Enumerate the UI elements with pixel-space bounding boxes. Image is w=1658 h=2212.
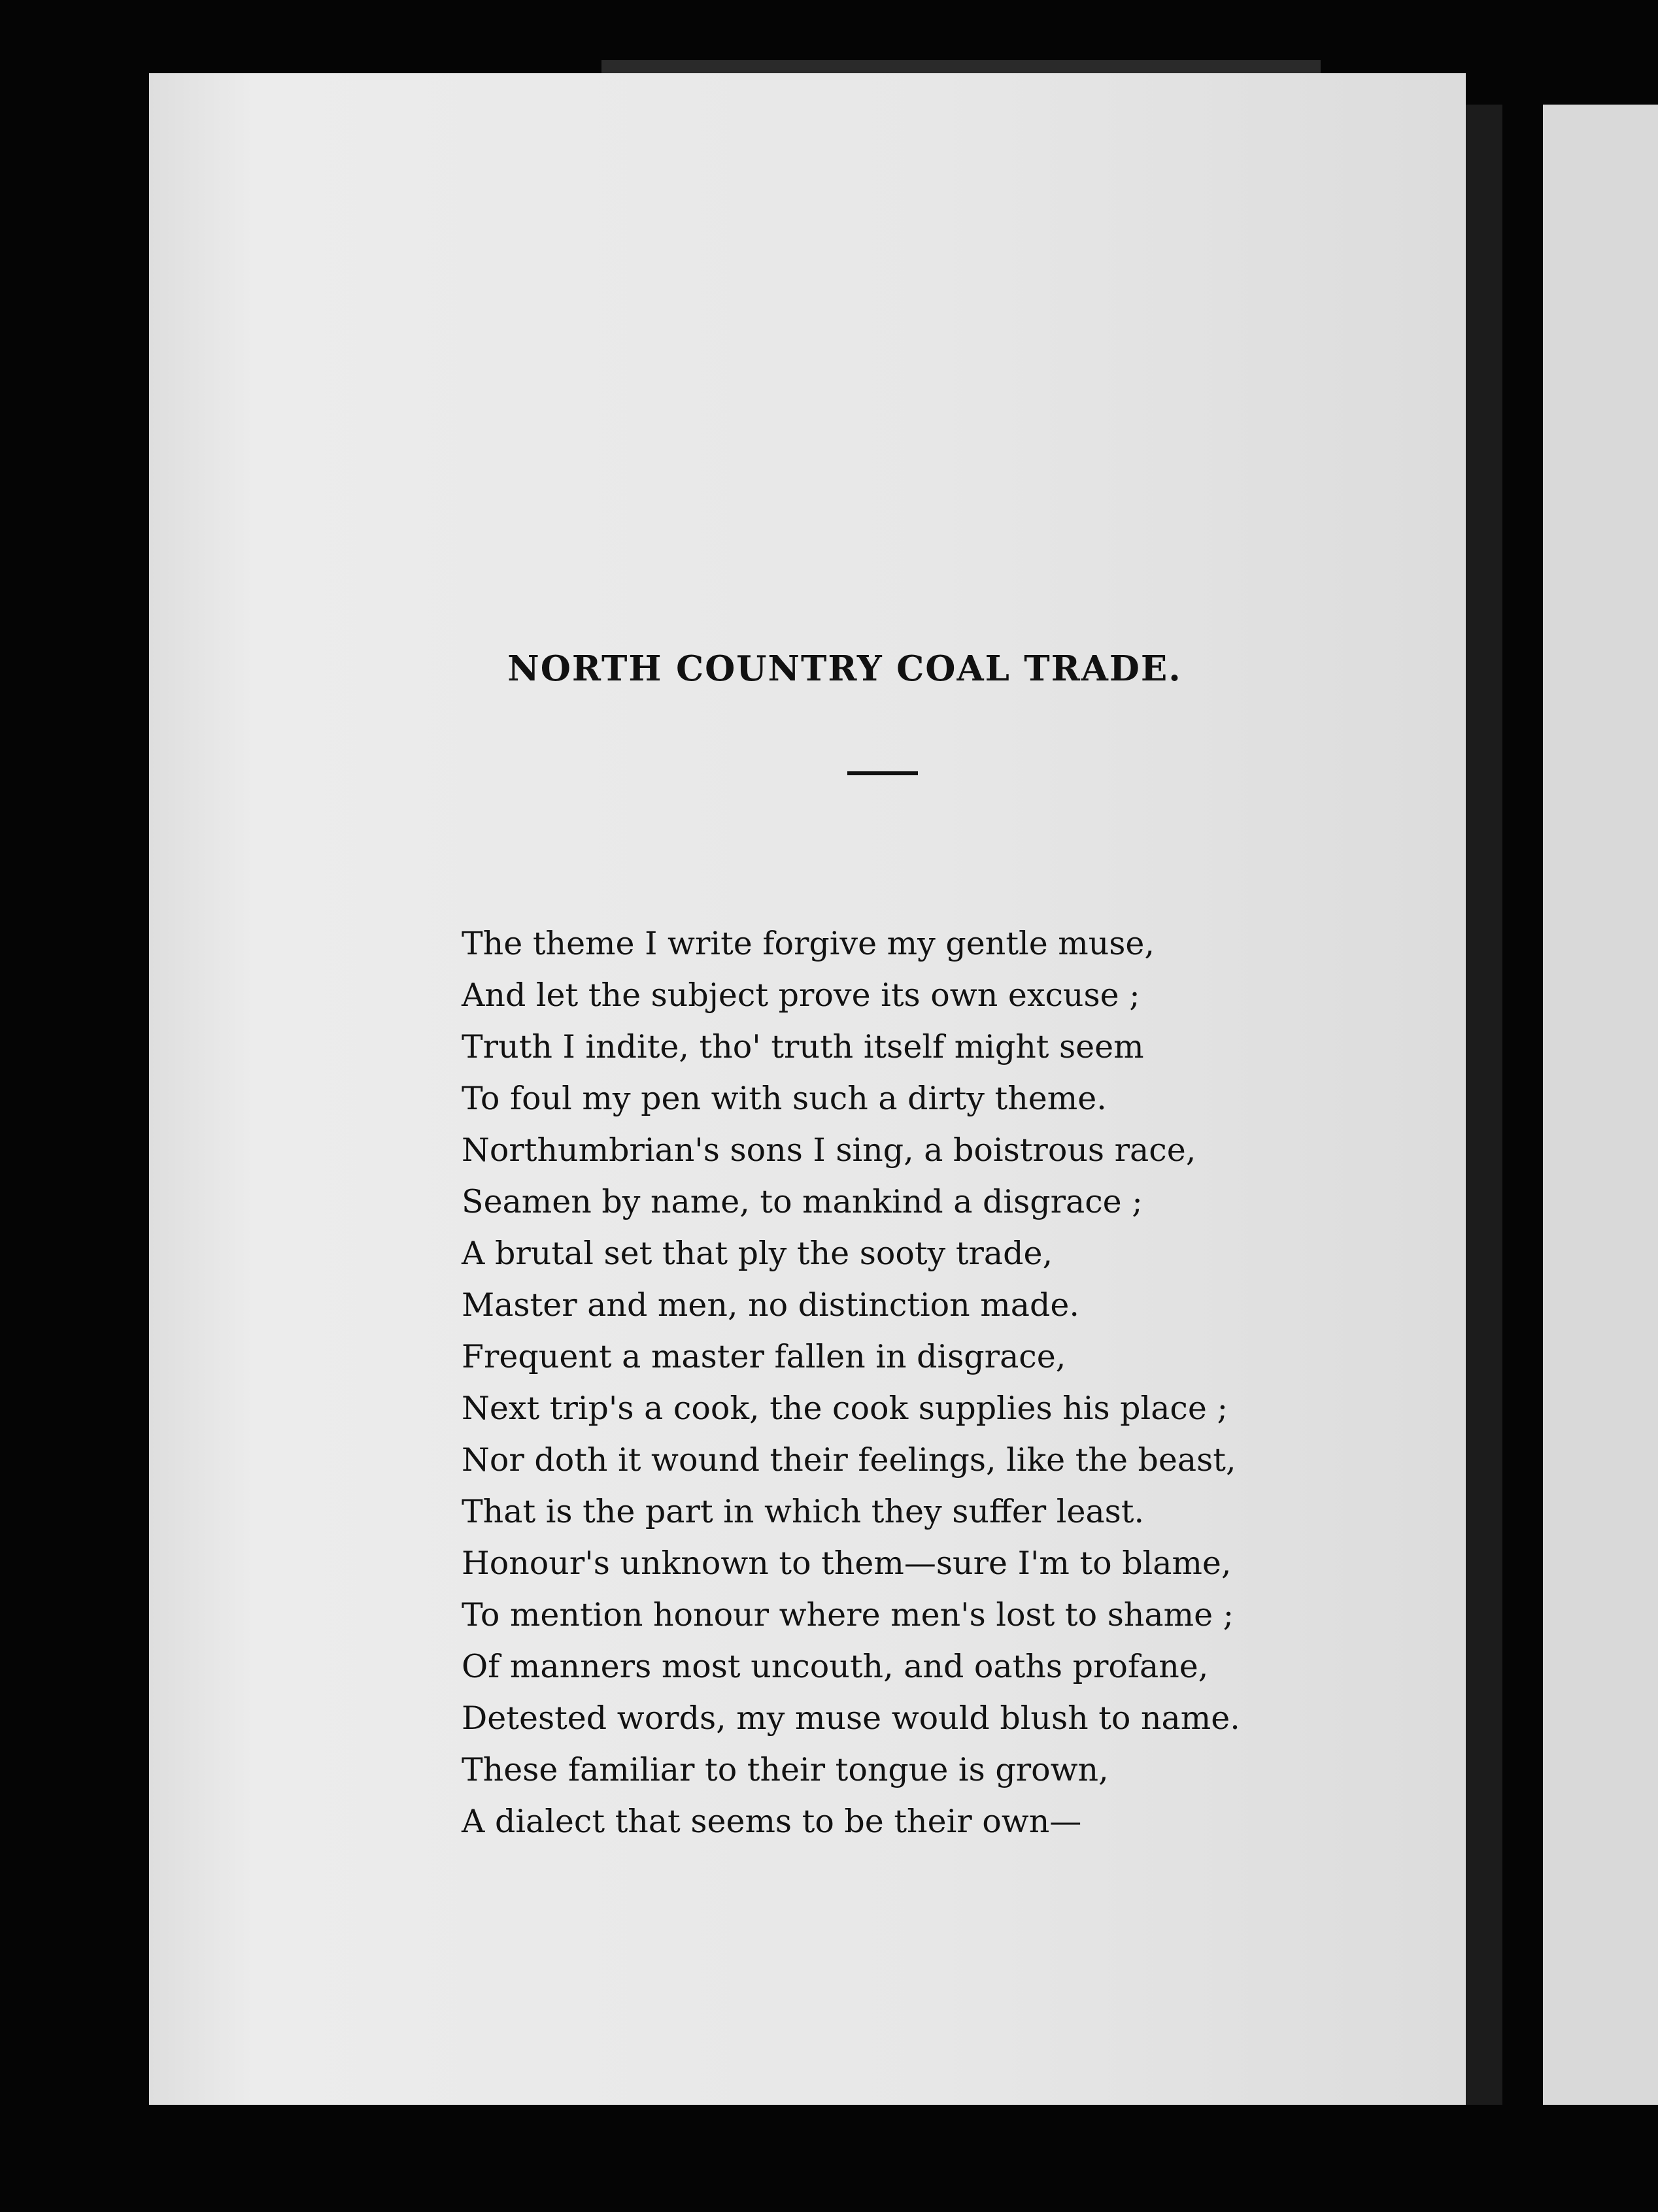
scan-edge (601, 60, 1321, 73)
title-divider (847, 771, 918, 775)
poem-line: A dialect that seems to be their own— (462, 1803, 1082, 1840)
poem-line: Seamen by name, to mankind a disgrace ; (462, 1183, 1143, 1220)
book-page (149, 73, 1466, 2105)
poem-line: Nor doth it wound their feelings, like the beast, (462, 1441, 1236, 1479)
poem-title: NORTH COUNTRY COAL TRADE. (507, 648, 1182, 689)
poem-line: Honour's unknown to them—sure I'm to blame, (462, 1545, 1232, 1582)
poem-line: To mention honour where men's lost to shame ; (462, 1596, 1234, 1634)
poem-body (462, 918, 1390, 1847)
poem-line: Detested words, my muse would blush to name. (462, 1700, 1240, 1737)
poem-line: These familiar to their tongue is grown, (462, 1751, 1109, 1788)
adjacent-page (1543, 105, 1658, 2105)
poem-line: That is the part in which they suffer least. (462, 1493, 1145, 1530)
poem-line: Northumbrian's sons I sing, a boistrous race, (462, 1131, 1196, 1169)
poem-line: To foul my pen with such a dirty theme. (462, 1080, 1107, 1117)
poem-line: A brutal set that ply the sooty trade, (462, 1235, 1053, 1272)
poem-line: And let the subject prove its own excuse ; (462, 977, 1140, 1014)
poem-line: The theme I write forgive my gentle muse, (462, 925, 1155, 962)
poem-line: Master and men, no distinction made. (462, 1286, 1079, 1324)
poem-line: Next trip's a cook, the cook supplies his place ; (462, 1390, 1228, 1427)
poem-line: Truth I indite, tho' truth itself might seem (462, 1028, 1144, 1065)
poem-line: Of manners most uncouth, and oaths profane, (462, 1648, 1209, 1685)
poem-line: Frequent a master fallen in disgrace, (462, 1338, 1066, 1375)
